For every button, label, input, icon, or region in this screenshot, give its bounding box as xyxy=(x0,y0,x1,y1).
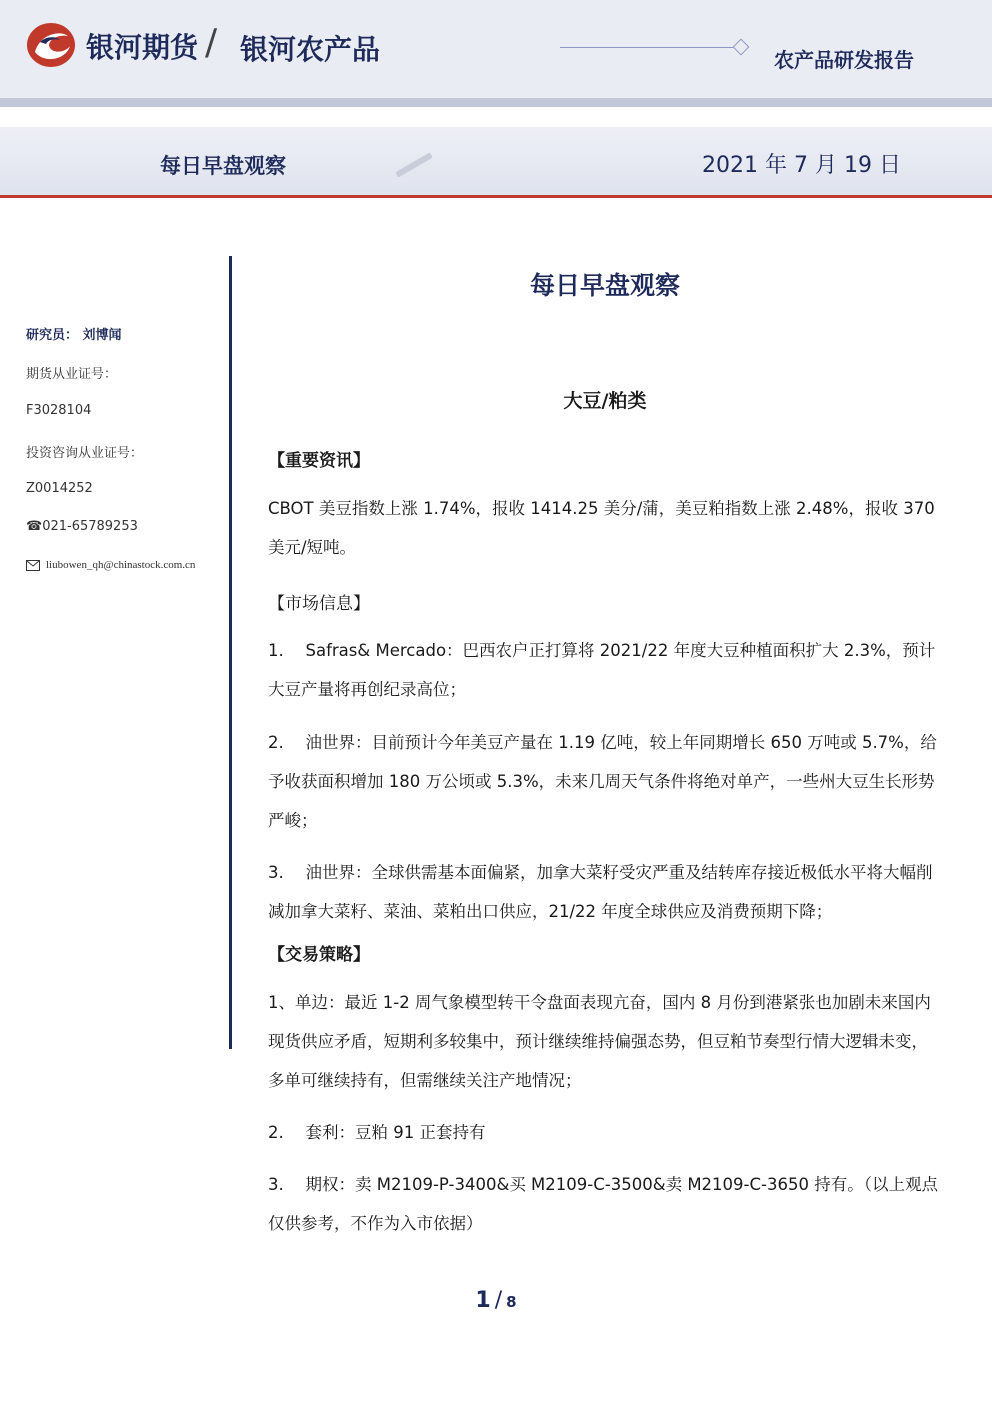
report-date: 2021 年 7 月 19 日 xyxy=(702,153,901,178)
strategy-item: 3. 期权：卖 M2109-P-3400&买 M2109-C-3500&卖 M2109-C-3650 持有。（以上观点仅供参考，不作为入市依据） xyxy=(268,1175,938,1233)
email-row[interactable] xyxy=(26,559,195,571)
report-type: 农产品研发报告 xyxy=(774,48,914,72)
galaxy-logo-icon xyxy=(26,22,76,68)
banner-title: 每日早盘观察 xyxy=(160,154,286,178)
mail-icon xyxy=(26,560,40,571)
futures-cert-number: F3028104 xyxy=(26,403,92,418)
section-title: 大豆/粕类 xyxy=(563,390,647,412)
researcher-name: 研究员： 刘博闻 xyxy=(26,328,122,343)
news-heading: 【重要资讯】 xyxy=(268,451,370,471)
main-title: 每日早盘观察 xyxy=(529,271,680,300)
strategy-heading: 【交易策略】 xyxy=(268,945,370,965)
market-item: 2. 油世界：目前预计今年美豆产量在 1.19 亿吨，较上年同期增长 650 万吨或 5.7%，给予收获面积增加 180 万公顷或 5.3%，未来几周天气条件将绝对单产，一些州大豆生长形势严峻； xyxy=(268,733,937,830)
news-paragraph: CBOT 美豆指数上涨 1.74%，报收 1414.25 美分/蒲，美豆粕指数上涨 2.48%，报收 370 美元/短吨。 xyxy=(268,499,935,557)
header-stripe xyxy=(0,98,992,107)
page-current: 1 xyxy=(475,1288,491,1313)
strategy-item: 2. 套利：豆粕 91 正套持有 xyxy=(268,1123,486,1142)
market-item: 1. Safras& Mercado：巴西农户正打算将 2021/22 年度大豆种植面积扩大 2.3%，预计大豆产量将再创纪录高位； xyxy=(268,641,936,699)
page-indicator xyxy=(0,1288,992,1313)
banner-red-line xyxy=(0,195,992,198)
brand-separator: / xyxy=(205,22,218,63)
invest-cert-number: Z0014252 xyxy=(26,481,93,496)
sidebar-divider xyxy=(229,256,232,1049)
sub-brand-name: 银河农产品 xyxy=(240,33,381,66)
phone-number: ☎021-65789253 xyxy=(26,519,138,534)
brand-name: 银河期货 xyxy=(86,31,199,64)
header-deco-line xyxy=(560,47,734,48)
futures-cert-label: 期货从业证号： xyxy=(26,367,118,382)
email-address[interactable]: liubowen_qh@chinastock.com.cn xyxy=(46,559,196,571)
market-item: 3. 油世界：全球供需基本面偏紧，加拿大菜籽受灾严重及结转库存接近极低水平将大幅削减加拿大菜籽、菜油、菜粕出口供应，21/22 年度全球供应及消费预期下降； xyxy=(268,863,933,921)
page-separator: / xyxy=(494,1288,503,1313)
page-total: 8 xyxy=(506,1293,517,1311)
market-heading: 【市场信息】 xyxy=(268,594,370,614)
strategy-item: 1、单边：最近 1-2 周气象模型转干令盘面表现亢奋，国内 8 月份到港紧张也加剧未来国内现货供应矛盾，短期利多较集中，预计继续维持偏强态势，但豆粕节奏型行情大逻辑未变，多单可继续持有，但需继续关注产地情况； xyxy=(268,993,931,1090)
invest-cert-label: 投资咨询从业证号： xyxy=(26,446,144,461)
